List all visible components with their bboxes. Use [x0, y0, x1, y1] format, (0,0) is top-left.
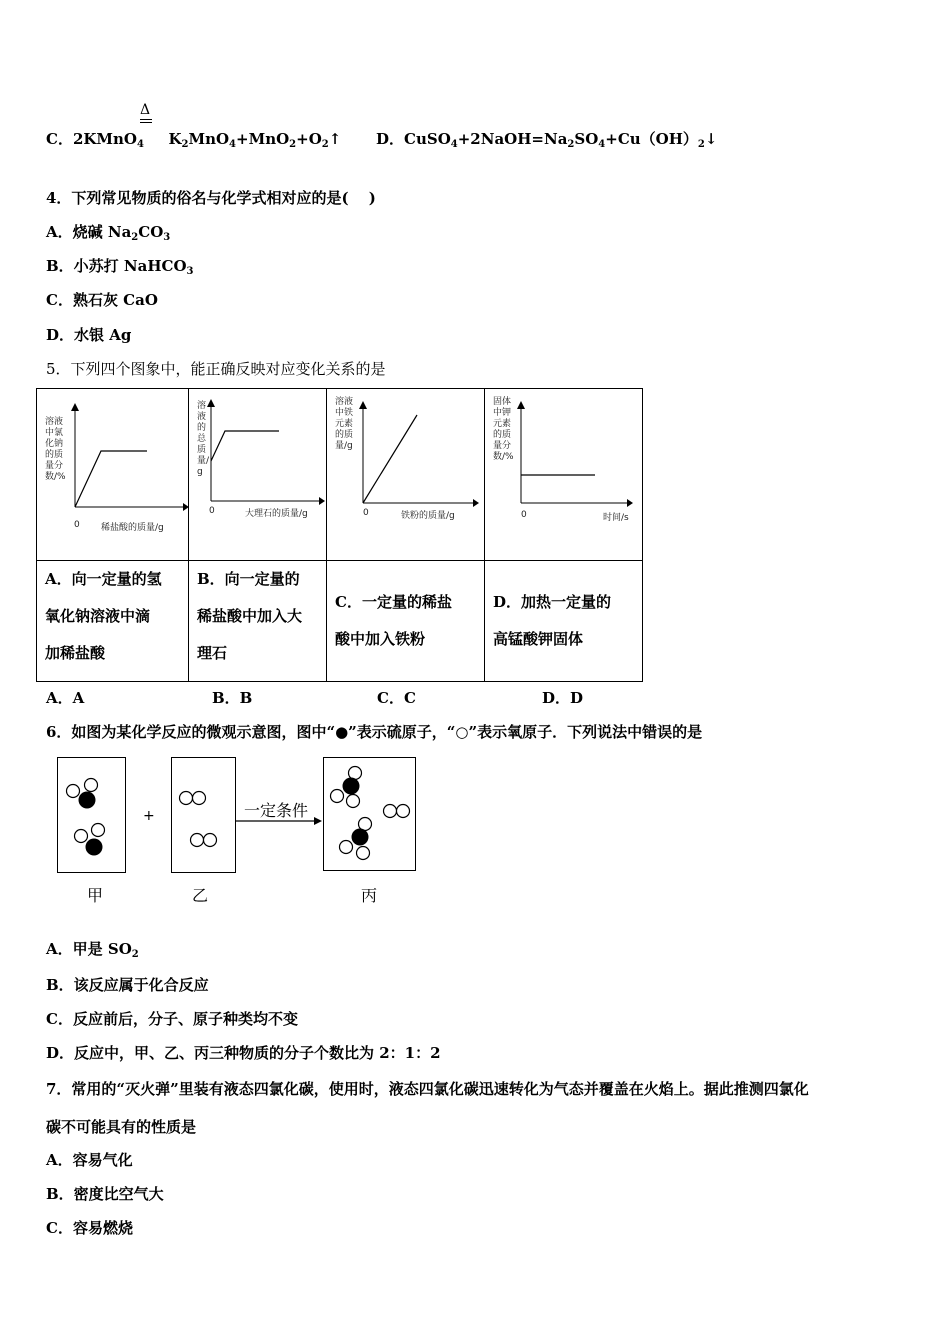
q5-stem: 5．下列四个图象中，能正确反映对应变化关系的是: [46, 360, 386, 378]
q6-label-bing: 丙: [361, 886, 378, 905]
q5-graph-a-xlabel: 稀盐酸的质量/g: [101, 523, 164, 533]
q5-graph-c-ylabel: 溶液中铁元素的质量/g: [335, 397, 354, 451]
q5-graph-b-xlabel: 大理石的质量/g: [245, 509, 308, 519]
q4-stem: 4．下列常见物质的俗名与化学式相对应的是( ): [46, 189, 376, 207]
q6-label-yi: 乙: [192, 886, 209, 905]
q5-graph-c-origin: 0: [363, 508, 369, 518]
q5-graph-c-xlabel: 铁粉的质量/g: [401, 511, 455, 521]
q6-label-jia: 甲: [87, 886, 104, 905]
q4-option-d: D．水银 Ag: [46, 326, 132, 344]
q5-caption-d: D．加热一定量的 高锰酸钾固体: [493, 593, 612, 648]
q5-answer-c: C．C: [377, 689, 416, 707]
q6-option-b: B．该反应属于化合反应: [46, 976, 209, 994]
q3-option-c: C．2KMnO$_4$ $K_2MnO_4+MnO_2+O_2↑$: [46, 130, 342, 150]
q7-option-b: B．密度比空气大: [46, 1185, 164, 1203]
q7-stem-line2: 碳不可能具有的性质是: [46, 1118, 197, 1136]
q6-option-d: D．反应中，甲、乙、丙三种物质的分子个数比为 2：1：2: [46, 1044, 441, 1062]
q5-answer-b: B．B: [212, 689, 253, 707]
q7-option-a: A．容易气化: [46, 1151, 133, 1169]
q5-answer-d: D．D: [542, 689, 584, 707]
q6-condition: 一定条件: [244, 801, 309, 820]
q5-graph-d-xlabel: 时间/s: [603, 513, 629, 523]
q5-caption-c: C．一定量的稀盐 酸中加入铁粉: [335, 593, 452, 648]
q3-option-d: D．$CuSO_4+2NaOH=Na_2SO_4+Cu(OH)_2↓$: [376, 130, 718, 150]
q5-graph-a-ylabel: 溶液中氯化钠的质量分数/%: [45, 417, 66, 482]
q4-option-c: C．熟石灰 CaO: [46, 291, 158, 309]
q7-stem-line1: 7．常用的“灭火弹”里装有液态四氯化碳，使用时，液态四氯化碳迅速转化为气态并覆盖在火焰上。据此推测四氯化: [46, 1080, 809, 1098]
q5-graph-d-origin: 0: [521, 510, 527, 520]
q4-option-b: B．小苏打 NaHCO$_3$: [46, 257, 194, 277]
q5-answer-a: A．A: [46, 689, 85, 707]
q6-stem: 6．如图为某化学反应的微观示意图，图中“●”表示硫原子，“○”表示氧原子．下列说法中错误的是: [46, 723, 703, 741]
q3-heat-symbol: Δ: [140, 102, 152, 123]
q6-option-c: C．反应前后，分子、原子种类均不变: [46, 1010, 298, 1028]
q5-caption-b: B．向一定量的 稀盐酸中加入大 理石: [197, 570, 303, 662]
q5-graph-b-ylabel: 溶液的总质量/g: [197, 401, 210, 477]
q5-graph-b-origin: 0: [209, 506, 215, 516]
q5-caption-a: A．向一定量的氢 氧化钠溶液中滴 加稀盐酸: [45, 570, 162, 662]
q5-graph-a-origin: 0: [74, 520, 80, 530]
q6-plus: +: [143, 808, 155, 824]
q4-option-a: A．烧碱 $Na_2CO_3$: [46, 223, 171, 243]
q5-graph-d-ylabel: 固体中钾元素的质量分数/%: [493, 397, 514, 462]
q7-option-c: C．容易燃烧: [46, 1219, 133, 1237]
q6-option-a: A．甲是 $SO_2$: [46, 940, 139, 960]
